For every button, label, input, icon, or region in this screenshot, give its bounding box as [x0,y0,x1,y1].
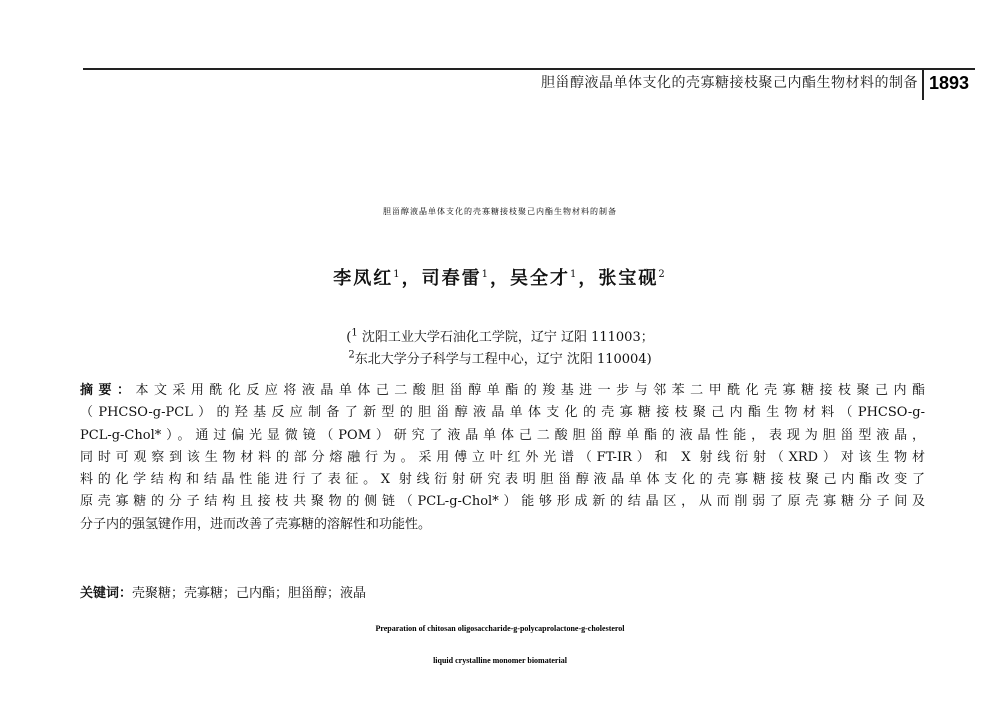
author-affiliation-mark: 1 [570,269,579,280]
keywords-label: 关键词： [80,586,133,601]
paper-title-en-line-1: Preparation of chitosan oligosaccharide-g-polycaprolactone-g-cholesterol [375,624,625,633]
affiliation-text: 沈阳工业大学石油化工学院，辽宁 辽阳 111003； [357,330,654,345]
header-separator [922,70,924,100]
abstract-line: 料的化学结构和结晶性能进行了表征。X 射线衍射研究表明胆甾醇液晶单体支化的壳寡糖接枝聚己内酯改变了 [80,472,925,488]
author-name: 司春雷 [421,268,482,289]
abstract-line: 同时可观察到该生物材料的部分熔融行为。采用傅立叶红外光谱（FT-IR）和 X 射线衍射（XRD）对该生物材 [80,449,925,465]
author-list [0,264,1000,290]
paper-title-en-line-2: liquid crystalline monomer biomaterial [433,656,567,665]
affiliation-line-1: ($^1$ 沈阳工业大学石油化工学院，辽宁 辽阳 111003； [346,327,654,345]
author-separator: ， [578,268,599,289]
affiliation-mark: 2 [348,349,355,361]
author-separator: ， [490,268,510,289]
author-affiliation-mark: 2 [658,269,667,280]
affiliation-line-2 [0,348,1000,367]
abstract [80,380,925,536]
abstract-label: 摘要： [80,383,136,398]
abstract-line: 摘要：本文采用酰化反应将液晶单体己二酸胆甾醇单酯的羧基进一步与邻苯二甲酰化壳寡糖接枝聚己内酯 [80,383,925,398]
author-affiliation-mark: 1 [393,269,402,280]
abstract-line: （PHCSO-g-PCL）的羟基反应制备了新型的胆甾醇液晶单体支化的壳寡糖接枝聚己内酯生物材料（PHCSO-g- [80,405,925,421]
author-name: 吴全才 [510,268,570,289]
running-title: 胆甾醇液晶单体支化的壳寡糖接枝聚己内酯生物材料的制备 [541,75,918,91]
affiliation-mark: 1 [351,327,358,339]
author-affiliation-mark: 1 [481,269,490,280]
keywords-text: 壳聚糖；壳寡糖；己内酯；胆甾醇；液晶 [132,586,367,601]
keywords [80,582,366,601]
abstract-line: PCL-g-Chol*）。通过偏光显微镜（POM）研究了液晶单体己二酸胆甾醇单酯的液晶性能，表现为胆甾型液晶， [80,427,925,443]
abstract-line: 分子内的强氢键作用，进而改善了壳寡糖的溶解性和功能性。 [80,516,432,532]
page-number: 1893 [929,73,970,93]
author-separator: ， [401,268,422,289]
author-name: 张宝砚 [598,268,659,289]
author-name: 李凤红 [333,268,394,289]
affiliation-text: 东北大学分子科学与工程中心，辽宁 沈阳 110004) [354,352,652,367]
paper-title-cn: 胆甾醇液晶单体支化的壳寡糖接枝聚己内酯生物材料的制备 [383,207,617,216]
abstract-line: 原壳寡糖的分子结构且接枝共聚物的侧链（PCL-g-Chol*）能够形成新的结晶区，从而削弱了原壳寡糖分子间及 [80,494,925,510]
